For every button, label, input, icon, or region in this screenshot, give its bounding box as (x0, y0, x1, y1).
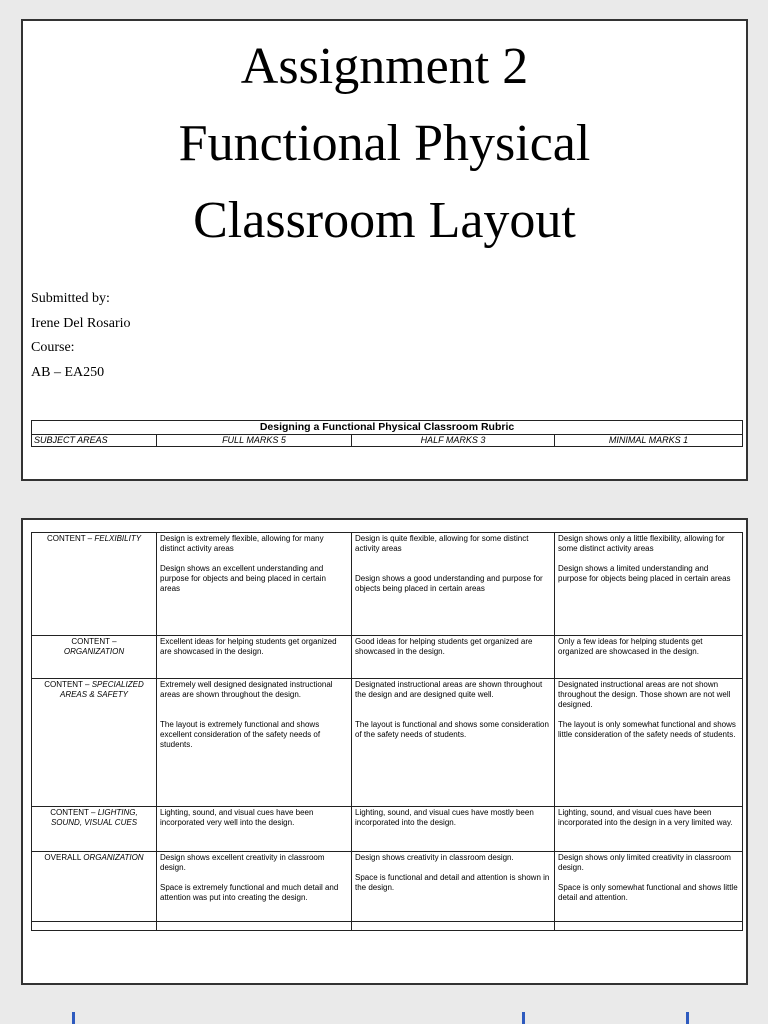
criterion-cell: CONTENT – ORGANIZATION (32, 636, 157, 679)
page-edge-mark (522, 1012, 525, 1024)
column-header-half-marks: HALF MARKS 3 (352, 435, 555, 447)
document-title-line-2: Classroom Layout (193, 192, 576, 249)
column-header-full-marks: FULL MARKS 5 (157, 435, 352, 447)
rubric-header-table (31, 420, 743, 447)
empty-cell (352, 922, 555, 931)
rubric-page (21, 518, 748, 985)
full-marks-cell: Design is extremely flexible, allowing for many distinct activity areas Design shows an excellent understanding and purpose for objects and being placed in certain areas (157, 533, 352, 636)
half-marks-cell: Design shows creativity in classroom design. Space is functional and detail and attention is shown in the design. (352, 852, 555, 922)
page-edge-mark (72, 1012, 75, 1024)
cover-page (21, 19, 748, 481)
course-label: Course: (31, 340, 75, 355)
half-marks-cell: Design is quite flexible, allowing for some distinct activity areas Design shows a good understanding and purpose for objects being placed in certain areas (352, 533, 555, 636)
table-row (32, 922, 743, 931)
half-marks-cell: Lighting, sound, and visual cues have mostly been incorporated into the design. (352, 807, 555, 852)
table-row (32, 852, 743, 922)
minimal-marks-cell: Design shows only limited creativity in classroom design. Space is only somewhat functional and shows little detail and attention. (555, 852, 743, 922)
full-marks-cell: Extremely well designed designated instructional areas are shown throughout the design. The layout is extremely functional and shows excellent consideration of the safety needs of students. (157, 679, 352, 807)
table-row (32, 807, 743, 852)
full-marks-cell: Lighting, sound, and visual cues have been incorporated very well into the design. (157, 807, 352, 852)
empty-cell (157, 922, 352, 931)
table-row (32, 679, 743, 807)
column-header-minimal-marks: MINIMAL MARKS 1 (555, 435, 743, 447)
minimal-marks-cell: Design shows only a little flexibility, allowing for some distinct activity areas Design shows a limited understanding and purpose for objects being placed in certain areas (555, 533, 743, 636)
criterion-cell: CONTENT – LIGHTING, SOUND, VISUAL CUES (32, 807, 157, 852)
document-title-line-1: Functional Physical (178, 115, 591, 172)
page-edge-mark (686, 1012, 689, 1024)
student-name: Irene Del Rosario (31, 316, 131, 331)
half-marks-cell: Designated instructional areas are shown throughout the design and are designed quite well. The layout is functional and shows some consideration of the safety needs of students. (352, 679, 555, 807)
criterion-cell: CONTENT – SPECIALIZED AREAS & SAFETY (32, 679, 157, 807)
submitted-by-label: Submitted by: (31, 291, 110, 306)
half-marks-cell: Good ideas for helping students get organized are showcased in the design. (352, 636, 555, 679)
table-row (32, 636, 743, 679)
minimal-marks-cell: Lighting, sound, and visual cues have been incorporated into the design in a very limited way. (555, 807, 743, 852)
rubric-caption: Designing a Functional Physical Classroom Rubric (32, 421, 743, 435)
minimal-marks-cell: Only a few ideas for helping students get organized are showcased in the design. (555, 636, 743, 679)
criterion-cell: OVERALL ORGANIZATION (32, 852, 157, 922)
table-row (32, 533, 743, 636)
empty-cell (32, 922, 157, 931)
assignment-title: Assignment 2 (240, 38, 529, 95)
empty-cell (555, 922, 743, 931)
column-header-subject-areas: SUBJECT AREAS (32, 435, 157, 447)
full-marks-cell: Excellent ideas for helping students get organized are showcased in the design. (157, 636, 352, 679)
full-marks-cell: Design shows excellent creativity in classroom design. Space is extremely functional and much detail and attention was put into creating the design. (157, 852, 352, 922)
criterion-cell: CONTENT – FELXIBILITY (32, 533, 157, 636)
course-code: AB – EA250 (31, 365, 105, 380)
rubric-table (31, 532, 743, 931)
minimal-marks-cell: Designated instructional areas are not shown throughout the design. Those shown are not well designed. The layout is only somewhat functional and shows little consideration of the safety needs of students. (555, 679, 743, 807)
